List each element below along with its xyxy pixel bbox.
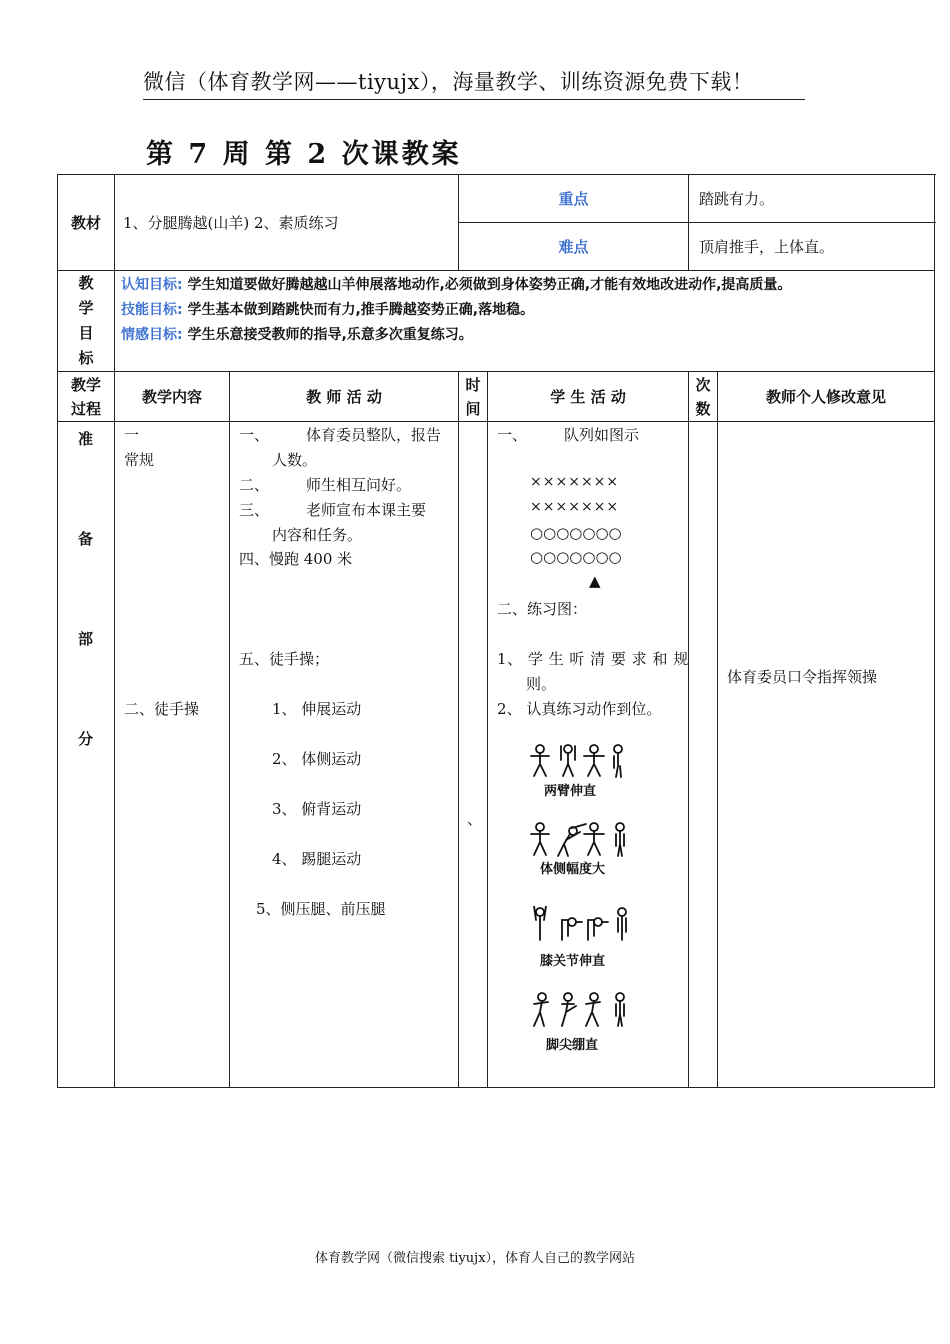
arms-straight-figures-icon <box>528 744 638 778</box>
material-label: 教材 <box>58 175 115 271</box>
difficulty-label: 难点 <box>459 223 689 271</box>
goals-content <box>115 271 935 372</box>
difficulty-value: 顶肩推手，上体直。 <box>689 223 935 271</box>
goals-label: 教 学 目 标 <box>58 271 115 372</box>
key-value: 踏跳有力。 <box>689 175 935 223</box>
formation-row-3: ○○○○○○○ <box>530 524 622 542</box>
col-process: 教学 过程 <box>58 372 115 422</box>
page-footer: 体育教学网（微信搜索 tiyujx），体育人自己的教学网站 <box>314 1251 636 1266</box>
col-student: 学 生 活 动 <box>488 372 689 422</box>
student-activity-cell: 一、 队列如图示 ××××××× ××××××× ○○○○○○○ ○○○○○○○ ▲ 二、练习图： 1、 学 生 听 清 要 求 和 规 则。 2、 认真练习动作到位。 两臂伸直 体侧幅度大 膝关节伸直 脚尖绷直 <box>488 422 689 1088</box>
formation-row-2: ××××××× <box>530 499 620 515</box>
notes-cell: 体育委员口令指挥领操 <box>718 422 935 1088</box>
pointed-toes-figures-icon <box>528 992 638 1028</box>
col-time: 时 间 <box>459 372 488 422</box>
time-cell: 、 <box>459 422 488 1088</box>
content-cell: 一 常规 二、徒手操 <box>115 422 230 1088</box>
goal-affective: 情感目标: 学生乐意接受教师的指导,乐意多次重复练习。 <box>121 327 473 343</box>
key-label: 重点 <box>459 175 689 223</box>
side-bend-figures-icon <box>528 822 638 858</box>
material-value: 1、分腿腾越(山羊) 2、素质练习 <box>115 175 459 271</box>
knee-straight-figures-icon <box>528 906 638 942</box>
count-cell <box>689 422 718 1088</box>
goal-cognitive: 认知目标: 学生知道要做好腾越越山羊伸展落地动作,必须做到身体姿势正确,才能有效地改进动作,提高质量。 <box>121 277 792 293</box>
teacher-marker: ▲ <box>589 572 601 590</box>
goal-skill: 技能目标: 学生基本做到踏跳快而有力,推手腾越姿势正确,落地稳。 <box>121 302 535 318</box>
formation-row-4: ○○○○○○○ <box>530 548 622 566</box>
lesson-plan-table <box>57 174 935 1088</box>
col-notes: 教师个人修改意见 <box>718 372 935 422</box>
col-content: 教学内容 <box>115 372 230 422</box>
phase-cell: 准 备 部 分 <box>58 422 115 1088</box>
page-title: 第 7 周 第 2 次课教案 <box>146 139 462 170</box>
teacher-activity-cell: 一、 体育委员整队，报告 人数。 二、 师生相互问好。 三、 老师宣布本课主要 内容和任务。 四、慢跑 400 米 五、徒手操； 1、 伸展运动 2、 体侧运动 3、 俯背运动 4、 踢腿运动 5、侧压腿、前压腿 <box>230 422 459 1088</box>
col-count: 次 数 <box>689 372 718 422</box>
formation-row-1: ××××××× <box>530 474 620 490</box>
col-teacher: 教 师 活 动 <box>230 372 459 422</box>
page-header: 微信（体育教学网——tiyujx），海量教学、训练资源免费下载！ <box>143 66 805 100</box>
